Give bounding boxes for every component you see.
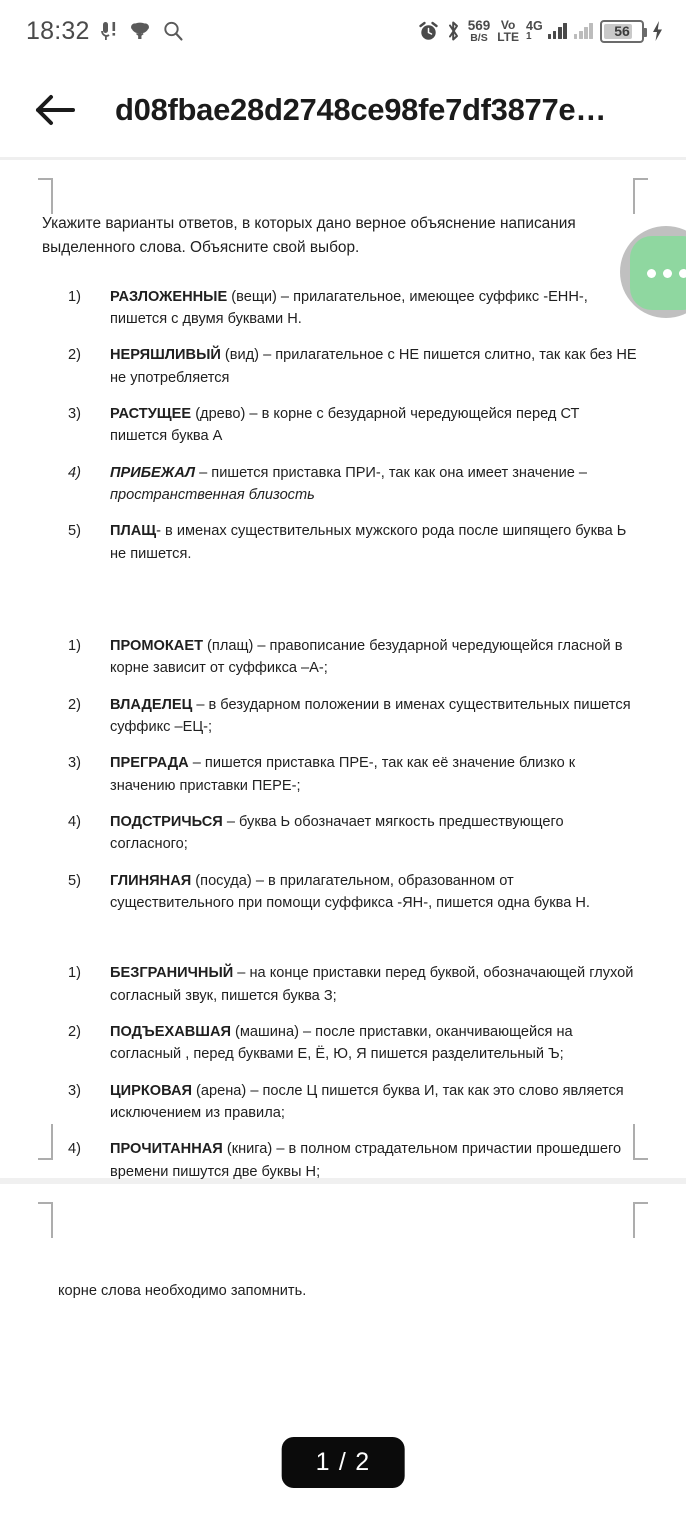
crop-mark-top-right [624,178,648,214]
block-spacer [42,928,640,962]
answer-item [68,1021,640,1066]
answer-item [68,694,640,739]
document-page-2 [0,1184,686,1424]
answer-list-block-3 [68,962,640,1219]
answer-item-keyword: ПЛАЩ [110,523,157,540]
crop-mark-top-right [624,1202,648,1238]
status-bar-right [418,19,664,43]
crop-mark-top-left [38,1202,62,1238]
charging-bolt-icon [651,20,664,42]
answer-item-text: (машина) – после приставки, оканчивающейся на согласный , перед буквами Е, Ё, Ю, Я пишется разделительный Ъ; [110,1023,573,1063]
answer-item-number: 2) [68,347,81,364]
status-bar-left [26,17,184,46]
answer-item-number: 3) [68,755,81,772]
block-spacer [42,579,640,635]
answer-item [68,870,640,915]
answer-item-number: 5) [68,523,81,540]
signal-bars-secondary-icon [574,23,593,39]
status-bar [0,0,686,62]
crop-mark-bottom-left [38,1124,62,1160]
plant-icon [129,20,151,42]
answer-list-block-1 [68,286,640,565]
task-instruction: Укажите варианты ответов, в которых дано верное объяснение написания выделенного слова. Объясните свой выбор. [42,215,576,256]
answer-item-number: 1) [68,288,81,305]
page-indicator: 1 / 2 [282,1437,405,1488]
mobile-network-indicator [526,20,543,43]
dot-icon [663,269,672,278]
bluetooth-icon [446,20,461,42]
back-button[interactable] [33,87,79,133]
answer-item [68,1080,640,1125]
fab-button[interactable] [630,236,686,310]
volte-line2: LTE [497,30,519,44]
answer-item-text: – пишется приставка ПРЕ-, так как её значение близко к значению приставки ПЕРЕ-; [110,755,576,794]
answer-item-keyword: ЦИРКОВАЯ [110,1082,192,1099]
mobile-network-type: 4G [526,18,543,33]
more-options-fab[interactable] [620,226,686,318]
crop-mark-top-left [38,178,62,214]
answer-item-keyword: ПОДЪЕХАВШАЯ [110,1023,231,1040]
answer-item-text: – буква Ь обозначает мягкость предшествующего согласного; [110,814,564,853]
answer-item-text: – в безударном положении в именах существительных пишется суффикс –ЕЦ-; [110,696,631,736]
search-icon [162,20,184,42]
answer-item [68,962,640,1007]
answer-item-text: (посуда) – в прилагательном, образованном от существительного при помощи суффикса -ЯН-, пишется одна буква Н. [110,872,590,911]
answer-item [68,462,640,507]
alarm-icon [418,21,439,42]
battery-percent: 56 [614,23,630,39]
battery-icon [600,20,644,43]
answer-item-text: – на конце приставки перед буквой, обозначающей глухой согласный звук, пишется буква З; [110,965,634,1004]
answer-item-keyword: ВЛАДЕЛЕЦ [110,696,193,713]
signal-bars-icon [548,23,567,39]
document-body [0,160,686,1219]
answer-item-text: (вещи) – прилагательное, имеющее суффикс -ЕНН-, пишется с двумя буквами Н. [110,288,588,328]
answer-item-number: 3) [68,406,81,423]
answer-item-keyword: ГЛИНЯНАЯ [110,872,192,889]
answer-item-keyword: БЕЗГРАНИЧНЫЙ [110,965,234,982]
answer-item-number: 2) [68,696,81,713]
answer-item [68,635,640,680]
answer-item-number: 5) [68,872,81,889]
answer-item-keyword: ПРОЧИТАННАЯ [110,1141,223,1158]
network-speed-value: 569 [467,17,491,33]
document-page-1 [0,160,686,1178]
network-speed-indicator [468,19,491,43]
answer-item [68,344,640,389]
answer-item-keyword: ПРЕГРАДА [110,755,189,772]
microphone-muted-icon [101,20,118,42]
answer-item-text: (вид) – прилагательное с НЕ пишется слитно, так как без НЕ не употребляется [110,347,637,386]
answer-item-text: (древо) – в корне с безударной чередующейся перед СТ пишется буква А [110,406,580,445]
answer-item-keyword: ПРИБЕЖАЛ [110,464,196,481]
app-bar [0,62,686,157]
status-clock: 18:32 [26,16,90,45]
answer-item-keyword: РАСТУЩЕЕ [110,406,192,423]
dot-icon [647,269,656,278]
answer-item [68,520,640,565]
answer-item-number: 1) [68,638,81,655]
answer-item [68,1138,640,1183]
volte-indicator [497,19,519,43]
volte-line1: Vo [500,17,516,32]
answer-list-block-2 [68,635,640,914]
answer-item-text: – пишется приставка ПРИ-, так как она имеет значение – [195,464,588,481]
network-speed-unit: B/S [470,31,488,44]
document-viewer[interactable] [0,160,686,1536]
answer-item-number: 3) [68,1082,81,1099]
answer-item-keyword: ПРОМОКАЕТ [110,638,203,655]
answer-item-number: 4) [68,1141,81,1158]
answer-item-text: (плащ) – правописание безударной чередующейся гласной в корне зависит от суффикса –А-; [110,638,623,677]
answer-item-number: 2) [68,1023,81,1040]
answer-item-number: 4) [68,814,81,830]
answer-item-number: 4) [68,464,81,481]
answer-item-text: (книга) – в полном страдательном причастии прошедшего времени пишутся две буквы Н; [110,1141,622,1180]
answer-item [68,811,640,856]
answer-item [68,286,640,331]
page-title: d08fbae28d2748ce98fe7df3877e… [115,91,607,127]
answer-item-keyword: РАЗЛОЖЕННЫЕ [110,288,228,305]
answer-item-text: - в именах существительных мужского рода после шипящего буква Ь не пишется. [110,523,627,562]
answer-item-emphasis: пространственная близость [110,487,315,504]
answer-item [68,403,640,448]
continuation-text: корне слова необходимо запомнить. [58,1283,307,1299]
answer-item-number: 1) [68,965,81,982]
arrow-left-icon [35,93,77,127]
dot-icon [679,269,686,278]
answer-item-keyword: ПОДСТРИЧЬСЯ [110,814,223,830]
answer-item-keyword: НЕРЯШЛИВЫЙ [110,347,221,364]
mobile-sim-number: 1 [526,31,532,43]
answer-item [68,752,640,797]
answer-item-text: (арена) – после Ц пишется буква И, так как это слово является исключением из правила; [110,1082,624,1121]
